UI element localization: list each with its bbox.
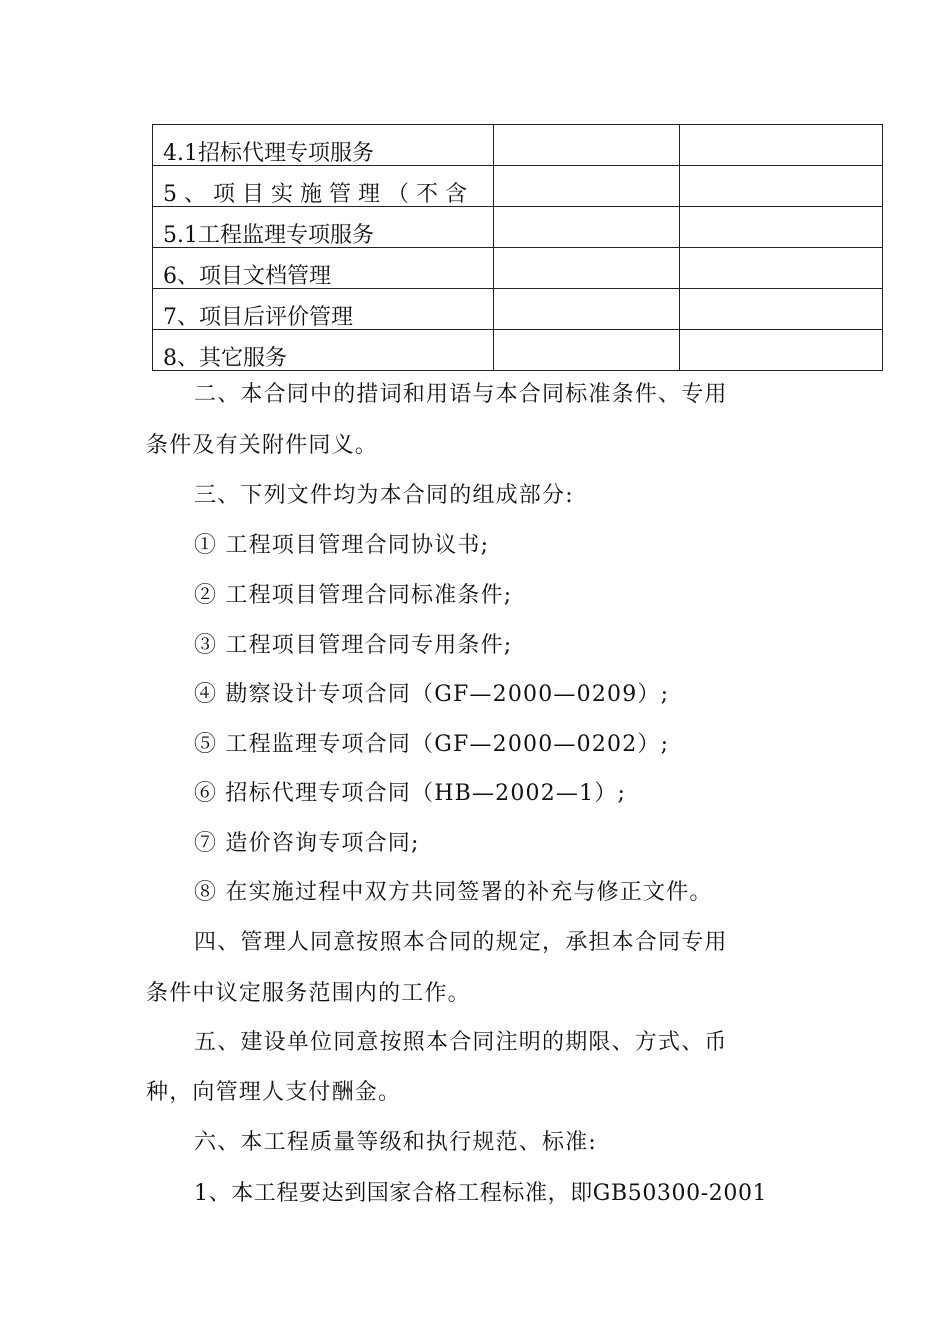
table-row xyxy=(153,166,883,207)
document-item-2: ② 工程项目管理合同标准条件; xyxy=(194,583,513,608)
table-row xyxy=(153,289,883,330)
clause-3-title: 三、下列文件均为本合同的组成部分: xyxy=(194,483,574,508)
table-row xyxy=(153,125,883,166)
clause-4-line-2: 条件中议定服务范围内的工作。 xyxy=(146,981,471,1006)
table-cell-item: 8、其它服务 xyxy=(153,330,494,371)
table-cell xyxy=(494,248,680,289)
document-item-4: ④ 勘察设计专项合同（GF—2000—0209）; xyxy=(194,682,670,707)
clause-6-title: 六、本工程质量等级和执行规范、标准: xyxy=(194,1130,598,1155)
clause-5-line-1: 五、建设单位同意按照本合同注明的期限、方式、币 xyxy=(194,1030,728,1055)
clause-2-line-1: 二、本合同中的措词和用语与本合同标准条件、专用 xyxy=(194,382,728,407)
table-row xyxy=(153,207,883,248)
clause-5-line-2: 种，向管理人支付酬金。 xyxy=(146,1080,402,1105)
table-cell xyxy=(680,207,883,248)
table-cell-item: 7、项目后评价管理 xyxy=(153,289,494,330)
clause-2-line-2: 条件及有关附件同义。 xyxy=(146,433,379,458)
service-scope-table xyxy=(152,124,883,371)
document-item-5: ⑤ 工程监理专项合同（GF—2000—0202）; xyxy=(194,732,670,757)
document-item-8: ⑧ 在实施过程中双方共同签署的补充与修正文件。 xyxy=(194,880,713,905)
document-item-1: ① 工程项目管理合同协议书; xyxy=(194,533,490,558)
document-item-7: ⑦ 造价咨询专项合同; xyxy=(194,831,420,856)
table-row xyxy=(153,248,883,289)
clause-6-item-1: 1、本工程要达到国家合格工程标准，即GB50300-2001 xyxy=(194,1181,768,1206)
table-cell xyxy=(680,330,883,371)
clause-4-line-1: 四、管理人同意按照本合同的规定，承担本合同专用 xyxy=(194,930,728,955)
table-cell-item: 5.1工程监理专项服务 xyxy=(153,207,494,248)
table-cell xyxy=(680,166,883,207)
table-cell xyxy=(680,125,883,166)
table-cell-item: 4.1招标代理专项服务 xyxy=(153,125,494,166)
table-cell-item: 5、项目实施管理（不含 xyxy=(153,166,494,207)
table-cell xyxy=(680,289,883,330)
document-item-6: ⑥ 招标代理专项合同（HB—2002—1）; xyxy=(194,781,627,806)
table-cell-item: 6、项目文档管理 xyxy=(153,248,494,289)
table-cell xyxy=(494,330,680,371)
document-item-3: ③ 工程项目管理合同专用条件; xyxy=(194,633,513,658)
table-cell xyxy=(494,289,680,330)
table-cell xyxy=(680,248,883,289)
table-cell xyxy=(494,166,680,207)
table-row xyxy=(153,330,883,371)
table-cell xyxy=(494,125,680,166)
table-cell xyxy=(494,207,680,248)
